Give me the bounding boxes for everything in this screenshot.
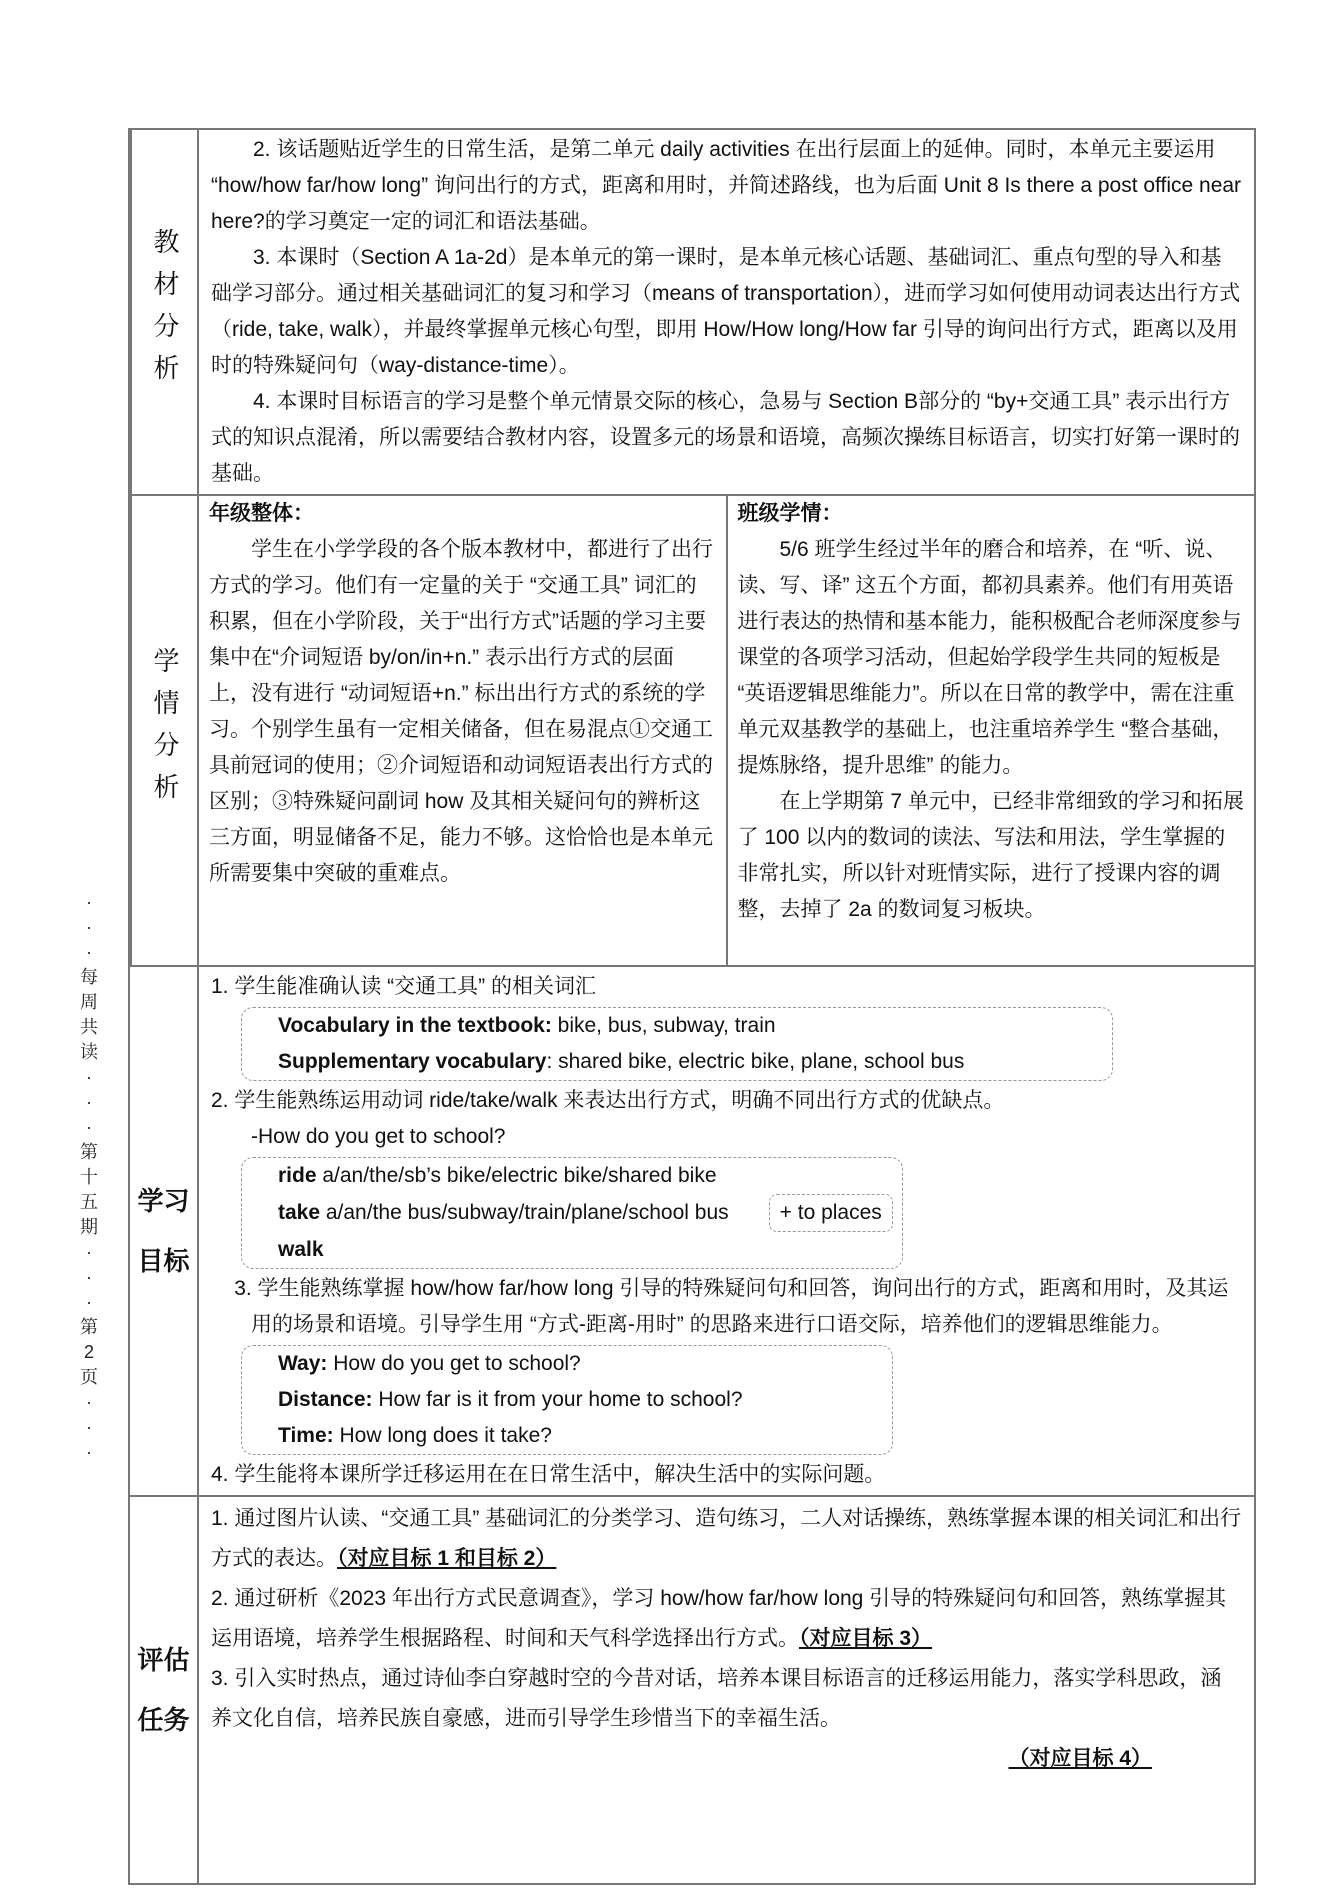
vocab-text: bike, bus, subway, train <box>551 1014 776 1037</box>
margin-char: 期 <box>80 1217 98 1237</box>
margin-char: 读 <box>80 1042 98 1062</box>
paragraph: 5/6 班学生经过半年的磨合和培养，在 “听、说、读、写、译” 这五个方面，都初具素养。他们有用英语进行表达的热情和基本能力，能积极配合老师深度参与课堂的各项学习活动，但起始学段学生共同的短板是 “英语逻辑思维能力”。所以在日常的教学中，需在注重单元双基教学的基础上，也注重培养学生 “整合基础，提炼脉络，提升思维” 的能力。 <box>737 538 1242 777</box>
vocab-label: Supplementary vocabulary <box>278 1050 547 1073</box>
margin-char: 页 <box>80 1367 98 1387</box>
q-label: Way: <box>278 1352 328 1375</box>
verb: take <box>278 1201 321 1224</box>
q-label: Distance: <box>278 1388 373 1411</box>
q-text: How far is it from your home to school? <box>372 1388 743 1411</box>
objective-4: 4. 学生能将本课所学迁移运用在在日常生活中，解决生活中的实际问题。 <box>211 1463 886 1486</box>
margin-char: 十 <box>80 1167 98 1187</box>
assessment-label <box>129 1496 198 1884</box>
margin-char: 共 <box>80 1017 98 1037</box>
grade-title: 年级整体： <box>209 502 314 525</box>
margin-char: · <box>86 1242 92 1262</box>
margin-strip <box>80 890 98 1465</box>
vocabulary-box <box>241 1007 1113 1081</box>
margin-char: · <box>86 1067 92 1087</box>
margin-char: · <box>86 892 92 912</box>
task-1 <box>211 1499 1242 1579</box>
lesson-plan-table <box>128 128 1256 1885</box>
verb: ride <box>278 1164 317 1187</box>
assessment-row <box>129 1496 1255 1884</box>
class-situation-cell <box>727 495 1256 966</box>
paragraph: 在上学期第 7 单元中，已经非常细致的学习和拓展了 100 以内的数词的读法、写法和用法，学生掌握的非常扎实，所以针对班情实际，进行了授课内容的调整，去掉了 2a 的数词复习板块。 <box>737 790 1244 921</box>
task-text: 1. 通过图片认读、“交通工具” 基础词汇的分类学习、造句练习，二人对话操练，熟练掌握本课的相关词汇和出行方式的表达。 <box>211 1507 1242 1570</box>
margin-char: 周 <box>80 992 98 1012</box>
example-question: -How do you get to school? <box>251 1125 506 1148</box>
margin-char: · <box>86 1292 92 1312</box>
q-text: How long does it take? <box>333 1424 552 1447</box>
margin-char: 每 <box>80 967 98 987</box>
margin-char: · <box>86 1442 92 1462</box>
textbook-analysis-content <box>198 129 1255 495</box>
phrase: a/an/the/sb’s bike/electric bike/shared bike <box>316 1164 717 1187</box>
textbook-analysis-label: 教材分析 <box>131 129 198 495</box>
label-line: 任务 <box>137 1705 190 1735</box>
objective-1: 1. 学生能准确认读 “交通工具” 的相关词汇 <box>211 975 597 998</box>
margin-char: · <box>86 1392 92 1412</box>
label-line: 学习 <box>137 1186 190 1216</box>
grade-text: 学生在小学学段的各个版本教材中，都进行了出行方式的学习。他们有一定量的关于 “交通工具” 词汇的积累，但在小学阶段，关于“出行方式”话题的学习主要集中在“介词短语 by/on/in+n.” 表示出行方式的层面上，没有进行 “动词短语+n.” 标出出行方式的系统的学习。个别学生虽有一定相关储备，但在易混点①交通工具前冠词的使用；②介词短语和动词短语表出行方式的区别；③特殊疑问副词 how 及其相关疑问句的辨析这三方面，明显储备不足，能力不够。这恰恰也是本单元所需要集中突破的重难点。 <box>209 538 713 885</box>
paragraph: 2. 该话题贴近学生的日常生活，是第二单元 daily activities 在出行层面上的延伸。同时，本单元主要运用 “how/how far/how long” 询问出行的方式，距离和用时，并简述路线，也为后面 Unit 8 Is there a post office near here?的学习奠定一定的词汇和语法基础。 <box>211 138 1242 233</box>
phrase: a/an/the bus/subway/train/plane/school bus <box>320 1201 729 1224</box>
verb-phrase-box <box>241 1157 903 1269</box>
verb: walk <box>278 1238 324 1261</box>
task-ref: （对应目标 3） <box>799 1627 933 1650</box>
margin-char: 五 <box>80 1192 98 1212</box>
objectives-label <box>129 966 198 1496</box>
margin-char: 第 <box>80 1142 98 1162</box>
textbook-analysis-row <box>129 129 1255 495</box>
question-box <box>241 1345 893 1455</box>
label-line: 目标 <box>137 1246 190 1276</box>
grade-overview-cell <box>198 495 727 966</box>
objectives-row <box>129 966 1255 1496</box>
q-label: Time: <box>278 1424 334 1447</box>
margin-char: · <box>86 1417 92 1437</box>
student-analysis-row <box>129 495 1255 966</box>
objective-2: 2. 学生能熟练运用动词 ride/take/walk 来表达出行方式，明确不同出行方式的优缺点。 <box>211 1089 1005 1112</box>
margin-char: · <box>86 1117 92 1137</box>
q-text: How do you get to school? <box>327 1352 581 1375</box>
paragraph: 3. 本课时（Section A 1a-2d）是本单元的第一课时，是本单元核心话题、基础词汇、重点句型的导入和基础学习部分。通过相关基础词汇的复习和学习（means of transportation），进而学习如何使用动词表达出行方式（ride, take, walk），并最终掌握单元核心句型，即用 How/How long/How far 引导的询问出行方式，距离以及用时的特殊疑问句（way-distance-time）。 <box>211 246 1241 377</box>
assessment-content <box>198 1496 1255 1884</box>
objective-3: 3. 学生能熟练掌握 how/how far/how long 引导的特殊疑问句和回答，询问出行的方式，距离和用时，及其运用的场景和语境。引导学生用 “方式-距离-用时” 的思路来进行口语交际，培养他们的逻辑思维能力。 <box>234 1277 1229 1336</box>
objectives-content <box>198 966 1255 1496</box>
label-line: 评估 <box>137 1645 190 1675</box>
vocab-label: Vocabulary in the textbook: <box>278 1014 552 1037</box>
task-ref: （对应目标 1 和目标 2） <box>337 1547 557 1570</box>
margin-char: 2 <box>83 1342 94 1362</box>
class-title: 班级学情： <box>737 502 843 525</box>
task-2 <box>211 1579 1242 1659</box>
paragraph: 4. 本课时目标语言的学习是整个单元情景交际的核心，急易与 Section B部分的 “by+交通工具” 表示出行方式的知识点混淆，所以需要结合教材内容，设置多元的场景和语境，高频次操练目标语言，切实打好第一课时的基础。 <box>211 390 1240 485</box>
margin-char: · <box>86 1267 92 1287</box>
to-places-box: + to places <box>769 1194 893 1232</box>
student-analysis-label: 学情分析 <box>131 495 198 966</box>
task-text: 2. 通过研析《2023 年出行方式民意调查》，学习 how/how far/how long 引导的特殊疑问句和回答，熟练掌握其运用语境，培养学生根据路程、时间和天气科学选择出行方式。 <box>211 1587 1227 1650</box>
vocab-text: : shared bike, electric bike, plane, school bus <box>546 1050 965 1073</box>
margin-char: · <box>86 1092 92 1112</box>
task-ref: （对应目标 4） <box>1008 1747 1152 1770</box>
margin-char: 第 <box>80 1317 98 1337</box>
margin-char: · <box>86 917 92 937</box>
margin-char: · <box>86 942 92 962</box>
task-3: 3. 引入实时热点，通过诗仙李白穿越时空的今昔对话，培养本课目标语言的迁移运用能力，落实学科思政，涵养文化自信，培养民族自豪感，进而引导学生珍惜当下的幸福生活。 <box>211 1667 1222 1730</box>
